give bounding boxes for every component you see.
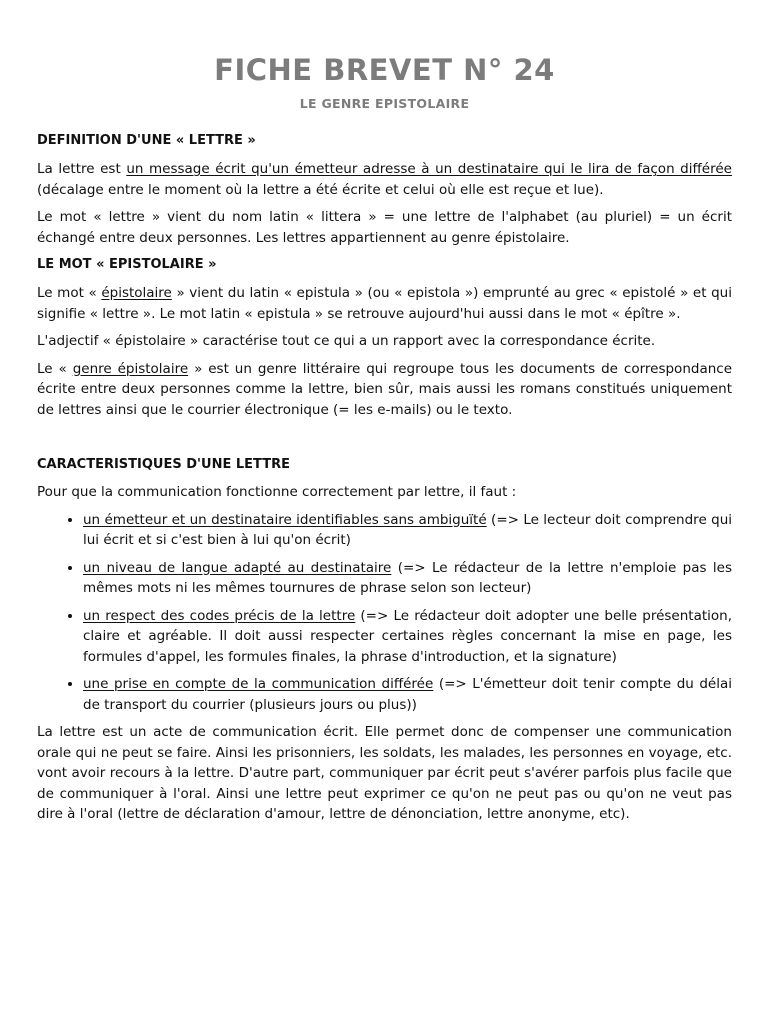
caracteristiques-intro: Pour que la communication fonctionne correctement par lettre, il faut : (37, 484, 517, 500)
text-run: (=> Le lecteur doit comprendre qui lui écrit et si c'est bien à lui qu'on écrit) (83, 511, 732, 548)
list-item (83, 558, 732, 599)
section-heading-caracteristiques: CARACTERISTIQUES D'UNE LETTRE (37, 457, 290, 472)
text-run: La lettre est (37, 161, 127, 177)
text-run: » vient du latin « epistula » (ou « epistola ») emprunté au grec « epistolé » et qui signifie « lettre ». Le mot latin « epistula » se retrouve aujourd'hui aussi dans le mot « épître ». (37, 285, 732, 322)
underlined-text: un respect des codes précis de la lettre (83, 607, 356, 624)
page-title: FICHE BREVET N° 24 (214, 53, 555, 87)
etymology-paragraph: Le mot « lettre » vient du nom latin « littera » = une lettre de l'alphabet (au pluriel) = un écrit échangé entre deux personnes. Les lettres appartiennent au genre épistolaire. (37, 209, 732, 246)
underlined-text: un émetteur et un destinataire identifiables sans ambiguïté (83, 511, 487, 528)
caracteristiques-list (37, 510, 732, 716)
epistolaire-origin-paragraph (37, 283, 732, 324)
page-subtitle: LE GENRE EPISTOLAIRE (299, 96, 470, 111)
underlined-text: genre épistolaire (72, 360, 189, 377)
genre-paragraph (37, 359, 732, 421)
text-run: » est un genre littéraire qui regroupe tous les documents de correspondance écrite entre deux personnes comme la lettre, bien sûr, mais aussi les romans constitués uniquement de lettres ainsi que le courrier électronique (= les e-mails) ou le texto. (37, 360, 732, 418)
text-run: (=> Le rédacteur doit adopter une belle présentation, claire et agréable. Il doit aussi respecter certaines règles concernant la mise en page, les formules d'appel, les formules finales, la phrase d'introduction, et la signature) (83, 607, 732, 665)
underlined-text: une prise en compte de la communication différée (83, 676, 434, 692)
adjective-paragraph: L'adjectif « épistolaire » caractérise tout ce qui a un rapport avec la correspondance écrite. (37, 333, 656, 349)
section-heading-definition: DEFINITION D'UNE « LETTRE » (37, 133, 256, 148)
list-item (83, 606, 732, 668)
list-item (83, 510, 732, 551)
underlined-text: un niveau de langue adapté au destinataire (83, 559, 392, 576)
section-heading-epistolaire: LE MOT « EPISTOLAIRE » (37, 257, 217, 272)
underlined-text: un message écrit qu'un émetteur adresse à un destinataire qui le lira de façon différée (126, 161, 732, 177)
definition-paragraph (37, 159, 732, 200)
text-run: Le mot « (37, 285, 102, 301)
list-item (83, 674, 732, 715)
text-run: (=> L'émetteur doit tenir compte du délai de transport du courrier (plusieurs jours ou plus)) (83, 676, 732, 713)
text-run: Le « (37, 360, 73, 377)
text-run: (décalage entre le moment où la lettre a été écrite et celui où elle est reçue et lue). (37, 181, 604, 198)
document-page (37, 52, 732, 825)
underlined-text: épistolaire (101, 285, 172, 301)
text-run: (=> Le rédacteur de la lettre n'emploie pas les mêmes mots ni les mêmes tournures de phrase selon son lecteur) (83, 559, 732, 596)
conclusion-paragraph: La lettre est un acte de communication écrit. Elle permet donc de compenser une communication orale qui ne peut se faire. Ainsi les prisonniers, les soldats, les malades, les personnes en voyage, etc. vont avoir recours à la lettre. D'autre part, communiquer par écrit peut s'avérer parfois plus facile que de communiquer à l'oral. Ainsi une lettre peut exprimer ce qu'on ne peut pas ou qu'on ne veut pas dire à l'oral (lettre de déclaration d'amour, lettre de dénonciation, lettre anonyme, etc). (37, 724, 732, 822)
